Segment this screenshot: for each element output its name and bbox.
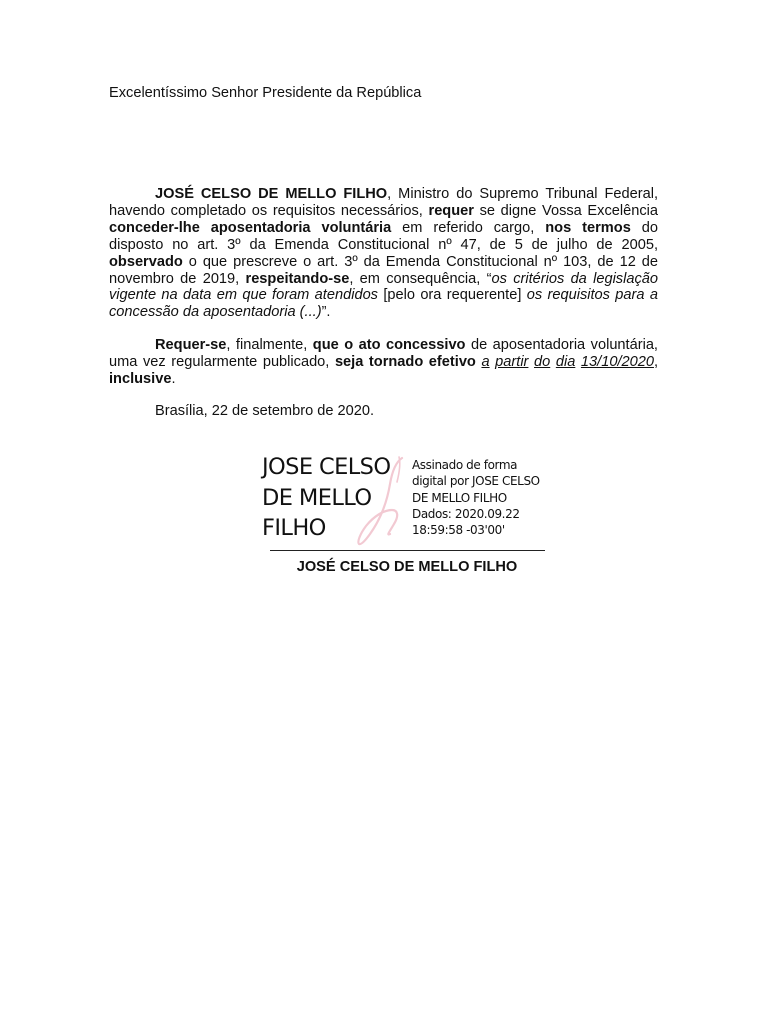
- p2-underline-do: do: [534, 353, 551, 370]
- p2-text-1: , finalmente,: [226, 337, 313, 353]
- signature-name-line: DE MELLO: [262, 484, 372, 511]
- p2-bold-efetivo: seja tornado efetivo: [334, 353, 476, 370]
- signature-line: [270, 550, 545, 551]
- signature-name-line: FILHO: [262, 515, 326, 541]
- p1-text-7: [pelo ora requerente]: [377, 287, 527, 304]
- place-and-date: Brasília, 22 de setembro de 2020.: [155, 403, 375, 419]
- handwritten-signature-mark-icon: [352, 454, 412, 549]
- p2-text-2: de aposentadoria voluntária, uma vez regularmente publicado,: [109, 337, 658, 370]
- p2-bold-ato: que o ato concessivo: [312, 337, 466, 353]
- signature-info-line: Dados: 2020.09.22: [412, 506, 520, 521]
- p1-italic-quote-1: os critérios da legislação vigente na data em que foram atendidos: [109, 270, 658, 304]
- signature-name-line: JOSE CELSO: [262, 454, 391, 480]
- p1-bold-observado: observado: [109, 253, 183, 270]
- p2-underline-dia: dia: [555, 353, 576, 370]
- requester-name: JOSÉ CELSO DE MELLO FILHO: [155, 186, 388, 202]
- p1-bold-requer: requer: [428, 202, 474, 219]
- salutation: Excelentíssimo Senhor Presidente da República: [109, 85, 422, 101]
- p2-text-3: ,: [653, 353, 659, 370]
- signature-caption: JOSÉ CELSO DE MELLO FILHO: [296, 559, 518, 575]
- p1-text-6: , em consequência, “: [349, 270, 492, 287]
- p1-bold-conceder: conceder-lhe aposentadoria voluntária: [109, 219, 392, 236]
- p1-text-3: em referido cargo,: [391, 219, 546, 236]
- p2-underline-a: a: [481, 353, 490, 370]
- p1-text-2: se digne Vossa Excelência: [473, 202, 659, 219]
- p1-italic-quote-2: os requisitos para a concessão da aposentadoria (...): [109, 287, 658, 321]
- p1-text-5: o que prescreve o art. 3º da Emenda Constitucional nº 103, de 12 de novembro de 2019,: [109, 253, 658, 287]
- p1-bold-nos-termos: nos termos: [545, 219, 631, 236]
- p1-text-4: do disposto no art. 3º da Emenda Constitucional nº 47, de 5 de julho de 2005,: [109, 219, 658, 253]
- digital-signature-info: [412, 457, 540, 538]
- signature-info-line: 18:59:58 -03'00': [412, 523, 505, 538]
- p1-bold-respeitando: respeitando-se: [245, 270, 350, 287]
- p2-effective-date: 13/10/2020: [580, 353, 654, 370]
- signature-info-line: DE MELLO FILHO: [412, 490, 507, 505]
- p1-text-8: ”.: [321, 304, 331, 321]
- p1-text-1: , Ministro do Supremo Tribunal Federal, havendo completado os requisitos necessários,: [109, 186, 659, 219]
- effective-date-paragraph: [109, 337, 658, 388]
- request-paragraph: [109, 186, 658, 321]
- p2-bold-inclusive: inclusive: [109, 370, 172, 387]
- p2-bold-requer-se: Requer-se: [155, 337, 227, 353]
- signature-info-line: Assinado de forma: [412, 458, 518, 472]
- p2-underline-partir: partir: [495, 353, 529, 370]
- signature-info-line: digital por JOSE CELSO: [412, 474, 540, 489]
- p2-text-4: .: [171, 370, 176, 387]
